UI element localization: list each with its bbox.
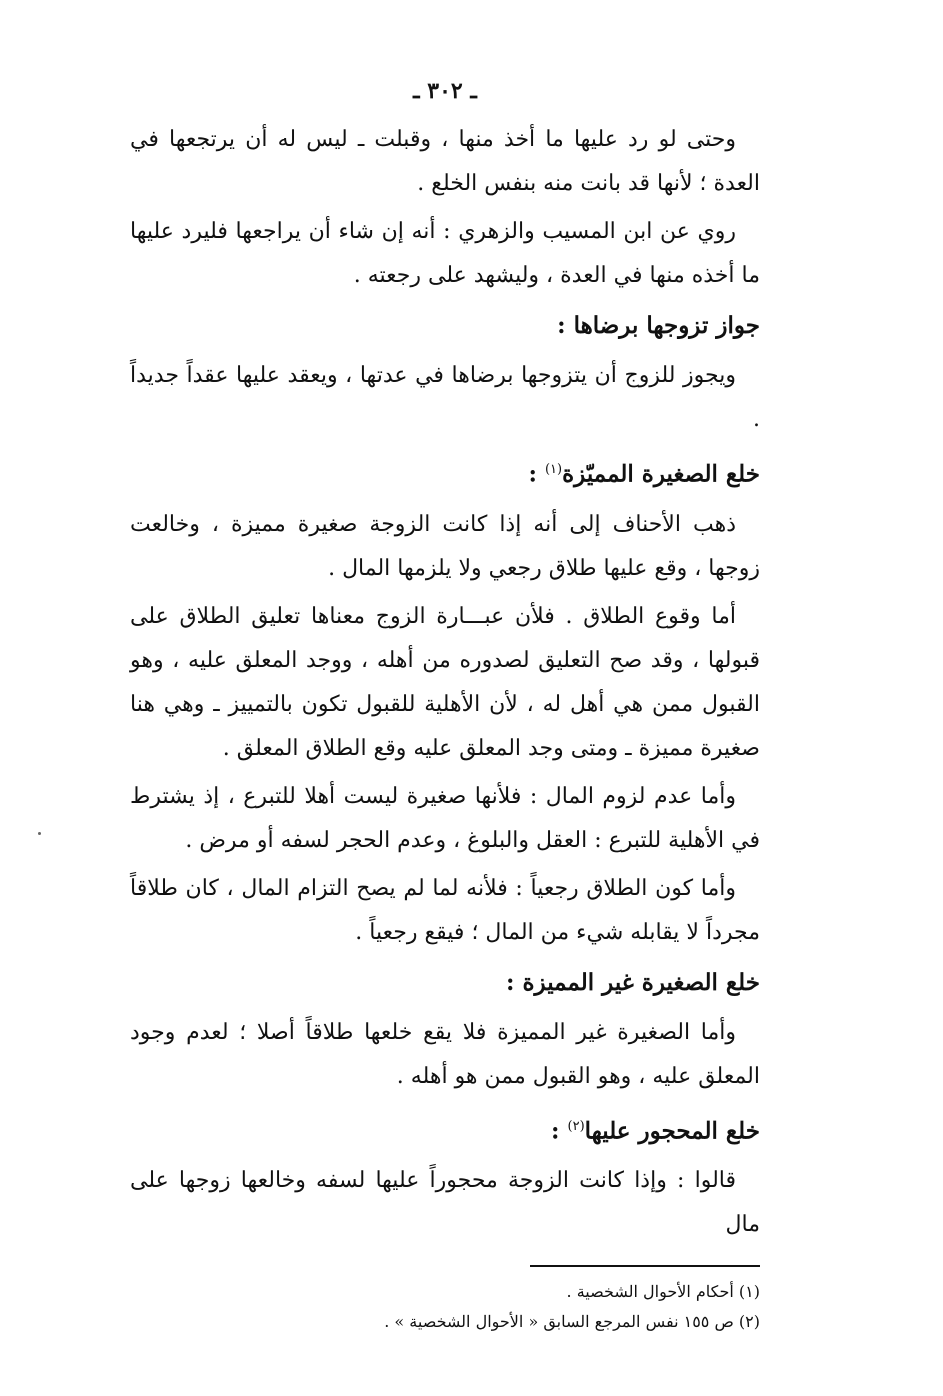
paragraph: روي عن ابن المسيب والزهري : أنه إن شاء أن يراجعها فليرد عليها ما أخذه منها في العدة ، وليشهد على رجعته . <box>130 219 760 288</box>
footnote-rule <box>530 1265 760 1267</box>
section-heading: خلع الصغيرة المميّزة$^{(١)}$ : <box>528 460 760 488</box>
footnote-separator <box>130 1251 760 1277</box>
paragraph: وحتى لو رد عليها ما أخذ منها ، وقبلت ـ ليس له أن يرتجعها في العدة ؛ لأنها قد بانت منه بنفس الخلع . <box>130 127 760 196</box>
footnotes <box>130 1277 760 1337</box>
section-heading: جواز تزوجها برضاها : <box>557 312 760 339</box>
page-number: ـ ٣٠٢ ـ <box>413 78 477 104</box>
paragraph: وأما كون الطلاق رجعياً : فلأنه لما لم يصح التزام المال ، كان طلاقاً مجرداً لا يقابله شيء من المال ؛ فيقع رجعياً . <box>130 875 760 945</box>
paragraph: قالوا : وإذا كانت الزوجة محجوراً عليها لسفه وخالعها زوجها على مال <box>130 1168 760 1238</box>
footnote: (١) أحكام الأحوال الشخصية . <box>566 1282 760 1302</box>
paragraph: وأما الصغيرة غير المميزة فلا يقع خلعها طلاقاً أصلا ؛ لعدم وجود المعلق عليه ، وهو القبول ممن هو أهله . <box>130 1019 760 1089</box>
scan-speck <box>38 832 41 835</box>
book-page <box>130 78 760 1337</box>
paragraph: ذهب الأحناف إلى أنه إذا كانت الزوجة صغيرة مميزة ، وخالعت زوجها ، وقع عليها طلاق رجعي ولا يلزمها المال . <box>130 511 760 581</box>
footnote-ref: (٢) <box>567 1118 585 1134</box>
footnote: (٢) ص ١٥٥ نفس المرجع السابق « الأحوال الشخصية » . <box>384 1312 760 1332</box>
paragraph: وأما عدم لزوم المال : فلأنها صغيرة ليست أهلا للتبرع ، إذ يشترط في الأهلية للتبرع : العقل والبلوغ ، وعدم الحجر لسفه أو مرض . <box>130 783 760 853</box>
footnote-ref: (١) <box>544 462 563 477</box>
section-heading: خلع الصغيرة غير المميزة : <box>505 968 760 996</box>
paragraph: ويجوز للزوج أن يتزوجها برضاها في عدتها ، ويعقد عليها عقداً جديداً . <box>130 363 760 432</box>
paragraph: أما وقوع الطلاق . فلأن عبـــارة الزوج معناها تعليق الطلاق على قبولها ، وقد صح التعليق لصدوره من أهله ، ووجد المعلق عليه ، وهو القبول ممن هي أهل له ، لأن الأهلية للقبول تكون بالتمييز ـ وهي هنا صغيرة مميزة ـ ومتى وجد المعلق عليه وقع الطلاق المعلق . <box>130 603 760 761</box>
section-heading: خلع المحجور عليها$^{(٢)}$ : <box>551 1117 760 1145</box>
